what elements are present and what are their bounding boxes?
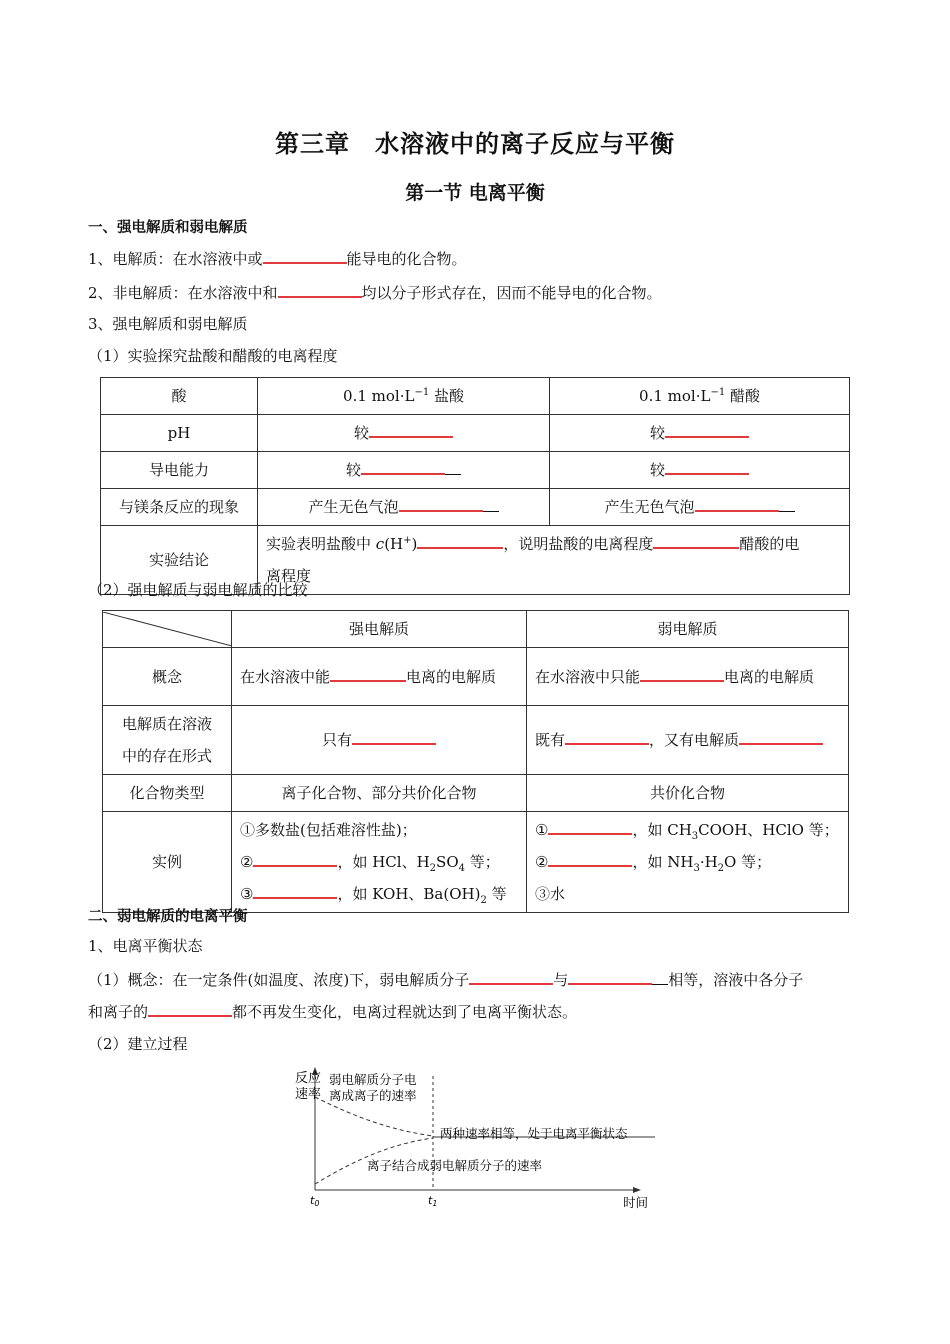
definition-electrolyte: 1、电解质：在水溶液中或 能导电的化合物。 <box>88 250 467 268</box>
table-cell: 在水溶液中能 电离的电解质 <box>232 648 527 706</box>
fill-blank[interactable] <box>548 819 632 835</box>
table-cell: 导电能力 <box>101 452 258 489</box>
section-title: 第一节 电离平衡 <box>405 182 545 204</box>
x-axis-label: 时间 <box>623 1195 649 1210</box>
y-axis-label: 反应 <box>295 1071 322 1086</box>
fill-blank[interactable] <box>148 1001 232 1017</box>
table-cell: 较 <box>258 415 550 452</box>
fill-blank[interactable] <box>253 883 337 899</box>
fill-blank[interactable] <box>548 851 632 867</box>
table-cell: 实验结论 <box>101 526 258 595</box>
subsection-equilibrium-state: 1、电离平衡状态 <box>88 937 203 955</box>
comparison-title: （2）强电解质与弱电解质的比较 <box>88 581 308 599</box>
table-cell: 强电解质 <box>232 611 527 648</box>
t0-label: t0 <box>310 1194 320 1208</box>
table-row <box>101 452 850 489</box>
definition-nonelectrolyte: 2、非电解质：在水溶液中和 均以分子形式存在，因而不能导电的化合物。 <box>88 284 662 302</box>
table-row <box>103 775 849 812</box>
table-cell: 酸 <box>101 378 258 415</box>
table-cell: 产生无色气泡 <box>258 489 550 526</box>
curve-label: 离成离子的速率 <box>329 1088 417 1103</box>
table-row <box>103 706 849 775</box>
table-cell: 概念 <box>103 648 232 706</box>
fill-blank[interactable] <box>653 533 739 549</box>
fill-blank[interactable] <box>665 459 749 475</box>
fill-blank[interactable] <box>565 729 649 745</box>
table-row <box>101 378 850 415</box>
table-cell: 化合物类型 <box>103 775 232 812</box>
fill-blank[interactable] <box>399 496 483 512</box>
fill-blank[interactable] <box>739 729 823 745</box>
table-cell: 实验表明盐酸中 c(H+) ，说明盐酸的电离程度 醋酸的电 离程度 <box>258 526 850 595</box>
heading-strong-weak: 一、强电解质和弱电解质 <box>88 220 248 236</box>
curve-label: 离子结合成弱电解质分子的速率 <box>367 1158 543 1173</box>
table-row <box>101 415 850 452</box>
table-cell: ① ，如 $CH_3COOH$、HClO 等； ② ，如 $NH_3\cdot H_2O$ 等； ③水 <box>527 812 849 913</box>
fill-blank[interactable] <box>369 422 453 438</box>
table-cell: 产生无色气泡 <box>550 489 850 526</box>
chapter-title: 第三章 水溶液中的离子反应与平衡 <box>275 130 675 158</box>
subsection-strong-weak: 3、强电解质和弱电解质 <box>88 315 248 333</box>
fill-blank[interactable] <box>278 282 362 298</box>
table-row <box>103 812 849 913</box>
fill-blank[interactable] <box>361 459 445 475</box>
table-cell: 与镁条反应的现象 <box>101 489 258 526</box>
fill-blank[interactable] <box>417 533 503 549</box>
table-cell: 弱电解质 <box>527 611 849 648</box>
comparison-table <box>102 610 849 913</box>
curve-label: 弱电解质分子电 <box>329 1072 417 1087</box>
table-cell: pH <box>101 415 258 452</box>
fill-blank[interactable] <box>665 422 749 438</box>
concept-line-2: 和离子的 都不再发生变化，电离过程就达到了电离平衡状态。 <box>88 1003 578 1021</box>
table-cell: 电解质在溶液 中的存在形式 <box>103 706 232 775</box>
table-cell: 较 <box>550 452 850 489</box>
concept-line-1: （1）概念：在一定条件(如温度、浓度)下，弱电解质分子 与 相等，溶液中各分子 <box>88 971 804 989</box>
table-cell: ①多数盐(包括难溶性盐)； ② ，如 HCl、$H_2SO_4$ 等； ③ ，如 KOH、$Ba(OH)_2$ 等 <box>232 812 527 913</box>
equilibrium-rate-graph <box>285 1062 685 1212</box>
experiment-table <box>100 377 850 595</box>
establishment-process-title: （2）建立过程 <box>88 1035 188 1053</box>
heading-ionization-equilibrium: 二、弱电解质的电离平衡 <box>88 909 248 925</box>
equilibrium-label: 两种速率相等，处于电离平衡状态 <box>440 1126 628 1141</box>
table-cell: 较 <box>258 452 550 489</box>
diagonal-line <box>103 612 232 646</box>
table-cell: 实例 <box>103 812 232 913</box>
fill-blank[interactable] <box>352 729 436 745</box>
table-cell: 离子化合物、部分共价化合物 <box>232 775 527 812</box>
experiment-title: （1）实验探究盐酸和醋酸的电离程度 <box>88 347 338 365</box>
fill-blank[interactable] <box>263 248 347 264</box>
t1-label: t1 <box>428 1194 438 1208</box>
x-axis-arrow <box>633 1187 641 1193</box>
table-cell: 较 <box>550 415 850 452</box>
table-cell: 在水溶液中只能 电离的电解质 <box>527 648 849 706</box>
fill-blank[interactable] <box>253 851 337 867</box>
table-cell: 0.1 $mol\cdot L^{-1}$ 盐酸 <box>258 378 550 415</box>
y-axis-label: 速率 <box>295 1087 322 1102</box>
table-row <box>103 648 849 706</box>
fill-blank[interactable] <box>695 496 779 512</box>
fill-blank[interactable] <box>568 969 652 985</box>
table-cell: 共价化合物 <box>527 775 849 812</box>
fill-blank[interactable] <box>330 666 406 682</box>
table-row <box>101 489 850 526</box>
fill-blank[interactable] <box>469 969 553 985</box>
table-cell: 只有 <box>232 706 527 775</box>
diagonal-header-cell <box>103 611 232 648</box>
table-cell: 0.1 $mol\cdot L^{-1}$ 醋酸 <box>550 378 850 415</box>
table-cell: 既有 ，又有电解质 <box>527 706 849 775</box>
fill-blank[interactable] <box>640 666 724 682</box>
table-row <box>103 611 849 648</box>
